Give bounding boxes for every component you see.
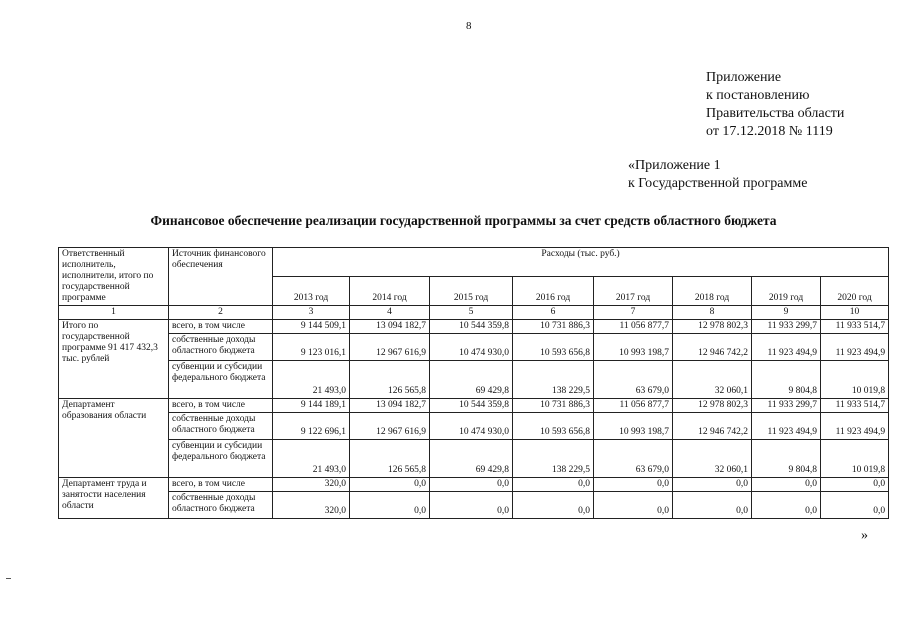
col-header-source: Источник финансового обеспечения — [169, 248, 273, 306]
source-cell: собственные доходы областного бюджета — [169, 492, 273, 519]
value-cell: 10 993 198,7 — [594, 334, 673, 361]
header-row — [59, 248, 889, 277]
year-header: 2013 год — [273, 277, 350, 306]
page-number: 8 — [466, 20, 472, 32]
value-cell: 10 593 656,8 — [513, 334, 594, 361]
column-number: 4 — [350, 306, 430, 320]
value-cell: 9 804,8 — [752, 440, 821, 478]
value-cell: 10 474 930,0 — [430, 413, 513, 440]
value-cell: 10 731 886,3 — [513, 320, 594, 334]
table-row — [59, 413, 889, 440]
value-cell: 11 933 514,7 — [821, 320, 889, 334]
value-cell: 11 056 877,7 — [594, 320, 673, 334]
value-cell: 11 933 514,7 — [821, 399, 889, 413]
executor-cell: Департамент труда и занятости населения области — [59, 478, 169, 519]
table-row — [59, 399, 889, 413]
column-number: 9 — [752, 306, 821, 320]
executor-cell: Итого по государственной программе 91 417 432,3 тыс. рублей — [59, 320, 169, 399]
column-number: 1 — [59, 306, 169, 320]
value-cell: 0,0 — [350, 478, 430, 492]
value-cell: 0,0 — [430, 492, 513, 519]
value-cell: 13 094 182,7 — [350, 399, 430, 413]
table-row — [59, 478, 889, 492]
column-number: 6 — [513, 306, 594, 320]
col-header-expenses: Расходы (тыс. руб.) — [273, 248, 889, 277]
value-cell: 11 933 299,7 — [752, 320, 821, 334]
column-number: 3 — [273, 306, 350, 320]
value-cell: 10 593 656,8 — [513, 413, 594, 440]
value-cell: 63 679,0 — [594, 440, 673, 478]
appendix-program-block — [628, 157, 807, 193]
table-row — [59, 440, 889, 478]
source-cell: всего, в том числе — [169, 320, 273, 334]
value-cell: 0,0 — [821, 492, 889, 519]
value-cell: 11 923 494,9 — [821, 334, 889, 361]
value-cell: 0,0 — [430, 478, 513, 492]
year-header: 2019 год — [752, 277, 821, 306]
appendix-program-line: «Приложение 1 — [628, 158, 721, 173]
year-header: 2014 год — [350, 277, 430, 306]
executor-cell: Департамент образования области — [59, 399, 169, 478]
column-number: 8 — [673, 306, 752, 320]
value-cell: 320,0 — [273, 478, 350, 492]
value-cell: 10 474 930,0 — [430, 334, 513, 361]
value-cell: 9 144 189,1 — [273, 399, 350, 413]
column-number: 10 — [821, 306, 889, 320]
table-row — [59, 334, 889, 361]
value-cell: 21 493,0 — [273, 440, 350, 478]
value-cell: 12 967 616,9 — [350, 334, 430, 361]
appendix-line: Приложение — [706, 70, 782, 85]
column-number: 2 — [169, 306, 273, 320]
appendix-block — [706, 69, 844, 141]
value-cell: 9 122 696,1 — [273, 413, 350, 440]
year-header: 2015 год — [430, 277, 513, 306]
value-cell: 320,0 — [273, 492, 350, 519]
value-cell: 0,0 — [594, 478, 673, 492]
value-cell: 10 019,8 — [821, 361, 889, 399]
financing-table — [58, 247, 889, 519]
value-cell: 0,0 — [594, 492, 673, 519]
col-header-executor: Ответственный исполнитель, исполнители, итого по государственной программе — [59, 248, 169, 306]
column-numbers-row — [59, 306, 889, 320]
value-cell: 9 123 016,1 — [273, 334, 350, 361]
value-cell: 12 946 742,2 — [673, 413, 752, 440]
value-cell: 11 923 494,9 — [752, 334, 821, 361]
value-cell: 11 923 494,9 — [752, 413, 821, 440]
value-cell: 12 967 616,9 — [350, 413, 430, 440]
source-cell: всего, в том числе — [169, 399, 273, 413]
column-number: 7 — [594, 306, 673, 320]
document-title: Финансовое обеспечение реализации государственной программы за счет средств областного бюджета — [150, 213, 777, 228]
source-cell: всего, в том числе — [169, 478, 273, 492]
appendix-line: Правительства области — [706, 106, 845, 121]
value-cell: 69 429,8 — [430, 440, 513, 478]
value-cell: 126 565,8 — [350, 361, 430, 399]
value-cell: 126 565,8 — [350, 440, 430, 478]
value-cell: 138 229,5 — [513, 440, 594, 478]
value-cell: 0,0 — [350, 492, 430, 519]
scan-edge-mark — [6, 578, 11, 579]
year-header: 2017 год — [594, 277, 673, 306]
table-row — [59, 361, 889, 399]
table-row — [59, 492, 889, 519]
value-cell: 0,0 — [673, 492, 752, 519]
table-row — [59, 320, 889, 334]
value-cell: 138 229,5 — [513, 361, 594, 399]
value-cell: 0,0 — [513, 478, 594, 492]
value-cell: 11 056 877,7 — [594, 399, 673, 413]
value-cell: 69 429,8 — [430, 361, 513, 399]
value-cell: 21 493,0 — [273, 361, 350, 399]
source-cell: субвенции и субсидии федерального бюджета — [169, 440, 273, 478]
value-cell: 10 731 886,3 — [513, 399, 594, 413]
value-cell: 12 978 802,3 — [673, 320, 752, 334]
value-cell: 12 978 802,3 — [673, 399, 752, 413]
appendix-line: от 17.12.2018 № 1119 — [706, 124, 833, 139]
value-cell: 9 144 509,1 — [273, 320, 350, 334]
value-cell: 0,0 — [752, 478, 821, 492]
year-header: 2018 год — [673, 277, 752, 306]
source-cell: собственные доходы областного бюджета — [169, 334, 273, 361]
source-cell: собственные доходы областного бюджета — [169, 413, 273, 440]
closing-quote: » — [861, 528, 868, 543]
value-cell: 0,0 — [752, 492, 821, 519]
value-cell: 11 933 299,7 — [752, 399, 821, 413]
value-cell: 0,0 — [513, 492, 594, 519]
value-cell: 13 094 182,7 — [350, 320, 430, 334]
year-header: 2016 год — [513, 277, 594, 306]
value-cell: 10 019,8 — [821, 440, 889, 478]
value-cell: 11 923 494,9 — [821, 413, 889, 440]
value-cell: 9 804,8 — [752, 361, 821, 399]
source-cell: субвенции и субсидии федерального бюджета — [169, 361, 273, 399]
value-cell: 63 679,0 — [594, 361, 673, 399]
value-cell: 0,0 — [673, 478, 752, 492]
appendix-line: к постановлению — [706, 88, 810, 103]
value-cell: 12 946 742,2 — [673, 334, 752, 361]
value-cell: 32 060,1 — [673, 440, 752, 478]
value-cell: 10 993 198,7 — [594, 413, 673, 440]
value-cell: 32 060,1 — [673, 361, 752, 399]
value-cell: 10 544 359,8 — [430, 320, 513, 334]
value-cell: 0,0 — [821, 478, 889, 492]
value-cell: 10 544 359,8 — [430, 399, 513, 413]
column-number: 5 — [430, 306, 513, 320]
appendix-program-line: к Государственной программе — [628, 176, 808, 191]
year-header: 2020 год — [821, 277, 889, 306]
